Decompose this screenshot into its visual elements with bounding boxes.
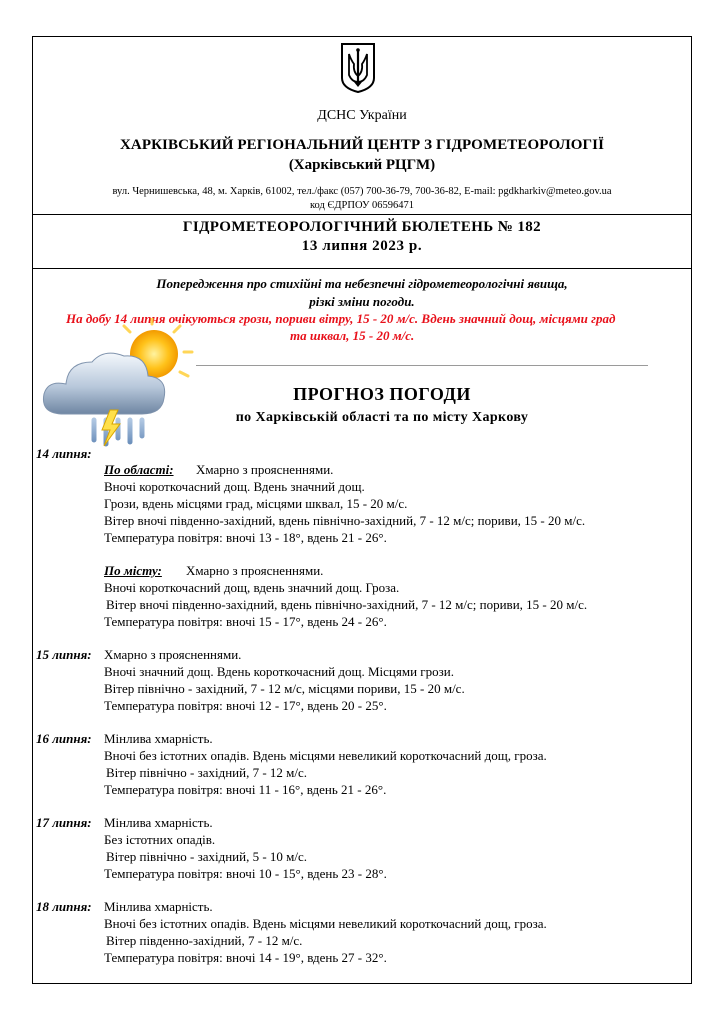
city-label: По місту: xyxy=(104,563,162,578)
forecast-line: Хмарно з проясненнями. xyxy=(104,647,242,662)
edrpou-code: код ЄДРПОУ 06596471 xyxy=(309,200,415,211)
day-label: 15 липня: xyxy=(36,647,92,662)
forecast-line: Хмарно з проясненнями. xyxy=(186,563,324,578)
forecast-line: Вночі без істотних опадів. Вдень місцями невеликий короткочасний дощ, гроза. xyxy=(104,916,547,931)
forecast-line: Вночі короткочасний дощ. Вдень значний дощ. xyxy=(104,479,365,494)
forecast-line: Вітер вночі південно-західний, вдень північно-західний, 7 - 12 м/с; пориви, 15 - 20 м/с. xyxy=(104,513,586,528)
forecast-line: Вночі значний дощ. Вдень короткочасний дощ. Місцями грози. xyxy=(104,664,454,679)
forecast-line: Вітер південно-західний, 7 - 12 м/с. xyxy=(106,933,303,948)
forecast-line: Без істотних опадів. xyxy=(104,832,216,847)
day-label: 14 липня: xyxy=(36,446,92,461)
bulletin-date: 13 липня 2023 р. xyxy=(301,238,423,254)
forecast-line: Мінлива хмарність. xyxy=(104,899,213,914)
warning-text: На добу 14 липня очікуються грози, пориви вітру, 15 - 20 м/с. Вдень значний дощ, місцями град xyxy=(66,311,616,326)
warning-heading: Попередження про стихійні та небезпечні гідрометеорологічні явища, xyxy=(156,276,568,291)
forecast-subtitle: по Харківській області та по місту Харкову xyxy=(235,410,529,425)
forecast-line: Температура повітря: вночі 11 - 16°, вдень 21 - 26°. xyxy=(104,782,387,797)
forecast-line: Температура повітря: вночі 12 - 17°, вдень 20 - 25°. xyxy=(104,698,387,713)
forecast-line: Вночі без істотних опадів. Вдень місцями невеликий короткочасний дощ, гроза. xyxy=(104,748,547,763)
day-label: 16 липня: xyxy=(36,731,92,746)
trident-emblem-icon xyxy=(340,42,376,94)
bulletin-title: ГІДРОМЕТЕОРОЛОГІЧНИЙ БЮЛЕТЕНЬ № 182 xyxy=(182,219,542,235)
center-name: ХАРКІВСЬКИЙ РЕГІОНАЛЬНИЙ ЦЕНТР З ГІДРОМЕТЕОРОЛОГІЇ xyxy=(119,137,605,153)
forecast-line: Температура повітря: вночі 14 - 19°, вдень 27 - 32°. xyxy=(104,950,387,965)
forecast-line: Хмарно з проясненнями. xyxy=(196,462,334,477)
warning-text-2: та шквал, 15 - 20 м/с. xyxy=(290,328,415,343)
contact-address: вул. Чернишевська, 48, м. Харків, 61002, тел./факс (057) 700-36-79, 700-36-82, E-mail: pgdkharkiv@meteo.gov.ua xyxy=(112,186,612,197)
forecast-title: ПРОГНОЗ ПОГОДИ xyxy=(293,384,471,404)
forecast-line: Вітер північно - західний, 5 - 10 м/с. xyxy=(106,849,308,864)
forecast-line: Мінлива хмарність. xyxy=(104,731,213,746)
title-divider xyxy=(32,268,692,269)
warning-heading-2: різкі зміни погоди. xyxy=(309,294,415,309)
forecast-line: Температура повітря: вночі 13 - 18°, вдень 21 - 26°. xyxy=(104,530,387,545)
header-divider xyxy=(32,214,692,215)
day-label: 17 липня: xyxy=(36,815,92,830)
section-separator xyxy=(196,365,648,366)
forecast-line: Вітер північно - західний, 7 - 12 м/с, місцями пориви, 15 - 20 м/с. xyxy=(104,681,465,696)
forecast-line: Мінлива хмарність. xyxy=(104,815,213,830)
forecast-line: Грози, вдень місцями град, місцями шквал, 15 - 20 м/с. xyxy=(104,496,408,511)
forecast-line: Вночі короткочасний дощ, вдень значний дощ. Гроза. xyxy=(104,580,400,595)
forecast-line: Температура повітря: вночі 10 - 15°, вдень 23 - 28°. xyxy=(104,866,387,881)
forecast-line: Вітер вночі південно-західний, вдень північно-західний, 7 - 12 м/с; пориви, 15 - 20 м/с. xyxy=(106,597,588,612)
agency-name: ДСНС України xyxy=(317,108,407,123)
forecast-line: Вітер північно - західний, 7 - 12 м/с. xyxy=(106,765,308,780)
cloud-sun-rain-icon xyxy=(34,318,194,448)
region-label: По області: xyxy=(104,462,174,477)
day-label: 18 липня: xyxy=(36,899,92,914)
center-short-name: (Харківський РЦГМ) xyxy=(288,157,436,173)
forecast-line: Температура повітря: вночі 15 - 17°, вдень 24 - 26°. xyxy=(104,614,387,629)
